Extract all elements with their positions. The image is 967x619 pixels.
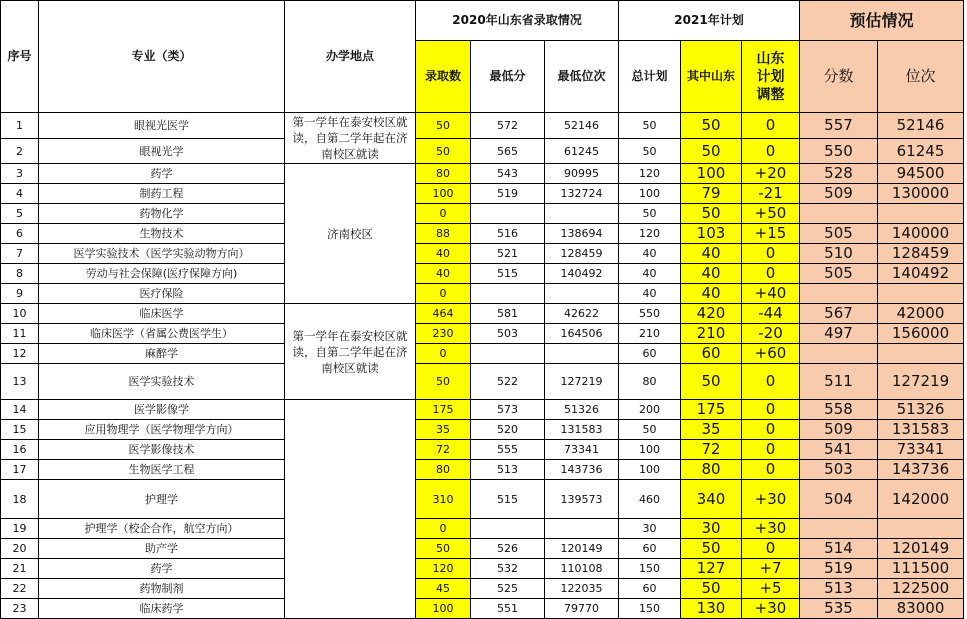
- header-est-rank: 位次: [878, 41, 964, 113]
- major-cell: 眼视光学: [39, 139, 285, 164]
- est-score-cell: 567: [800, 304, 878, 324]
- table-row: [1, 139, 964, 164]
- shandong-plan-cell: 50: [681, 113, 742, 139]
- table-row: [1, 113, 964, 139]
- admitted-cell: 0: [416, 284, 471, 304]
- admitted-cell: 50: [416, 364, 471, 400]
- shandong-plan-cell: 72: [681, 440, 742, 460]
- seq-cell: 8: [1, 264, 39, 284]
- min-rank-cell: 73341: [545, 440, 619, 460]
- shandong-plan-cell: 175: [681, 400, 742, 420]
- seq-cell: 15: [1, 420, 39, 440]
- shandong-plan-cell: 130: [681, 599, 742, 619]
- seq-cell: 23: [1, 599, 39, 619]
- seq-cell: 17: [1, 460, 39, 480]
- table-row: [1, 164, 964, 184]
- plan-adjust-cell: 0: [742, 460, 800, 480]
- shandong-plan-cell: 210: [681, 324, 742, 344]
- header-total-plan: 总计划: [619, 41, 681, 113]
- admitted-cell: 100: [416, 184, 471, 204]
- admitted-cell: 230: [416, 324, 471, 344]
- min-rank-cell: 120149: [545, 539, 619, 559]
- min-rank-cell: 90995: [545, 164, 619, 184]
- est-score-cell: 550: [800, 139, 878, 164]
- table-row: [1, 244, 964, 264]
- header-admitted: 录取数: [416, 41, 471, 113]
- location-cell: [285, 400, 416, 619]
- total-plan-cell: 50: [619, 204, 681, 224]
- plan-adjust-cell: 0: [742, 139, 800, 164]
- major-cell: 医学实验技术（医学实验动物方向）: [39, 244, 285, 264]
- major-cell: 临床医学: [39, 304, 285, 324]
- min-score-cell: 581: [471, 304, 545, 324]
- table-row: [1, 204, 964, 224]
- est-rank-cell: 140000: [878, 224, 964, 244]
- admitted-cell: 0: [416, 519, 471, 539]
- plan-adjust-cell: +30: [742, 599, 800, 619]
- total-plan-cell: 60: [619, 344, 681, 364]
- major-cell: 药学: [39, 164, 285, 184]
- est-score-cell: 505: [800, 224, 878, 244]
- admitted-cell: 0: [416, 204, 471, 224]
- plan-adjust-cell: 0: [742, 113, 800, 139]
- est-score-cell: 503: [800, 460, 878, 480]
- major-cell: 眼视光医学: [39, 113, 285, 139]
- min-score-cell: 516: [471, 224, 545, 244]
- admitted-cell: 45: [416, 579, 471, 599]
- header-est-score: 分数: [800, 41, 878, 113]
- shandong-plan-cell: 50: [681, 364, 742, 400]
- major-cell: 生物医学工程: [39, 460, 285, 480]
- min-rank-cell: 131583: [545, 420, 619, 440]
- seq-cell: 2: [1, 139, 39, 164]
- min-score-cell: [471, 344, 545, 364]
- total-plan-cell: 100: [619, 460, 681, 480]
- table-row: [1, 599, 964, 619]
- min-rank-cell: 132724: [545, 184, 619, 204]
- min-score-cell: 551: [471, 599, 545, 619]
- table-row: [1, 559, 964, 579]
- est-score-cell: [800, 344, 878, 364]
- plan-adjust-cell: +5: [742, 579, 800, 599]
- min-rank-cell: 42622: [545, 304, 619, 324]
- total-plan-cell: 150: [619, 559, 681, 579]
- est-score-cell: 541: [800, 440, 878, 460]
- est-rank-cell: [878, 519, 964, 539]
- min-score-cell: [471, 519, 545, 539]
- table-row: [1, 400, 964, 420]
- admitted-cell: 80: [416, 164, 471, 184]
- min-score-cell: 521: [471, 244, 545, 264]
- seq-cell: 21: [1, 559, 39, 579]
- major-cell: 助产学: [39, 539, 285, 559]
- min-rank-cell: 110108: [545, 559, 619, 579]
- total-plan-cell: 80: [619, 364, 681, 400]
- min-score-cell: 573: [471, 400, 545, 420]
- header-group-2020: 2020年山东省录取情况: [416, 1, 619, 41]
- seq-cell: 19: [1, 519, 39, 539]
- plan-adjust-cell: +7: [742, 559, 800, 579]
- min-score-cell: 503: [471, 324, 545, 344]
- min-score-cell: 522: [471, 364, 545, 400]
- est-rank-cell: 122500: [878, 579, 964, 599]
- est-rank-cell: [878, 204, 964, 224]
- shandong-plan-cell: 79: [681, 184, 742, 204]
- admitted-cell: 72: [416, 440, 471, 460]
- est-score-cell: [800, 204, 878, 224]
- est-rank-cell: 130000: [878, 184, 964, 204]
- plan-adjust-cell: +40: [742, 284, 800, 304]
- plan-adjust-cell: +20: [742, 164, 800, 184]
- shandong-plan-cell: 103: [681, 224, 742, 244]
- major-cell: 生物技术: [39, 224, 285, 244]
- min-score-cell: 515: [471, 480, 545, 519]
- shandong-plan-cell: 40: [681, 264, 742, 284]
- plan-adjust-cell: -20: [742, 324, 800, 344]
- plan-adjust-cell: 0: [742, 264, 800, 284]
- shandong-plan-cell: 35: [681, 420, 742, 440]
- est-rank-cell: 120149: [878, 539, 964, 559]
- plan-adjust-cell: 0: [742, 400, 800, 420]
- est-score-cell: 510: [800, 244, 878, 264]
- min-score-cell: 572: [471, 113, 545, 139]
- admitted-cell: 464: [416, 304, 471, 324]
- est-rank-cell: 73341: [878, 440, 964, 460]
- est-rank-cell: 52146: [878, 113, 964, 139]
- plan-adjust-cell: +60: [742, 344, 800, 364]
- table-row: [1, 304, 964, 324]
- min-rank-cell: 139573: [545, 480, 619, 519]
- shandong-plan-cell: 50: [681, 579, 742, 599]
- est-rank-cell: 156000: [878, 324, 964, 344]
- shandong-plan-cell: 60: [681, 344, 742, 364]
- seq-cell: 22: [1, 579, 39, 599]
- plan-adjust-cell: +50: [742, 204, 800, 224]
- seq-cell: 18: [1, 480, 39, 519]
- min-rank-cell: 79770: [545, 599, 619, 619]
- major-cell: 临床药学: [39, 599, 285, 619]
- min-score-cell: 526: [471, 539, 545, 559]
- major-cell: 医学影像学: [39, 400, 285, 420]
- total-plan-cell: 100: [619, 440, 681, 460]
- shandong-plan-cell: 80: [681, 460, 742, 480]
- plan-adjust-cell: +30: [742, 480, 800, 519]
- location-cell: 第一学年在泰安校区就读，自第二学年起在济南校区就读: [285, 113, 416, 164]
- header-location: 办学地点: [285, 1, 416, 113]
- table-row: [1, 344, 964, 364]
- table-row: [1, 284, 964, 304]
- major-cell: 医学实验技术: [39, 364, 285, 400]
- total-plan-cell: 120: [619, 164, 681, 184]
- est-rank-cell: 143736: [878, 460, 964, 480]
- est-score-cell: 557: [800, 113, 878, 139]
- est-score-cell: 558: [800, 400, 878, 420]
- min-score-cell: 543: [471, 164, 545, 184]
- est-score-cell: 514: [800, 539, 878, 559]
- admitted-cell: 40: [416, 244, 471, 264]
- header-adjust: 山东计划调整: [742, 41, 800, 113]
- table-row: [1, 579, 964, 599]
- plan-adjust-cell: 0: [742, 539, 800, 559]
- major-cell: 药学: [39, 559, 285, 579]
- header-group-2021: 2021年计划: [619, 1, 800, 41]
- shandong-plan-cell: 50: [681, 539, 742, 559]
- table-row: [1, 440, 964, 460]
- location-cell: 第一学年在泰安校区就读，自第二学年起在济南校区就读: [285, 304, 416, 400]
- shandong-plan-cell: 50: [681, 204, 742, 224]
- est-score-cell: [800, 284, 878, 304]
- total-plan-cell: 210: [619, 324, 681, 344]
- min-rank-cell: 164506: [545, 324, 619, 344]
- est-rank-cell: 127219: [878, 364, 964, 400]
- plan-adjust-cell: 0: [742, 364, 800, 400]
- major-cell: 药物制剂: [39, 579, 285, 599]
- seq-cell: 1: [1, 113, 39, 139]
- plan-adjust-cell: 0: [742, 244, 800, 264]
- min-rank-cell: 52146: [545, 113, 619, 139]
- seq-cell: 5: [1, 204, 39, 224]
- est-rank-cell: 131583: [878, 420, 964, 440]
- total-plan-cell: 30: [619, 519, 681, 539]
- est-score-cell: 513: [800, 579, 878, 599]
- total-plan-cell: 60: [619, 539, 681, 559]
- total-plan-cell: 50: [619, 113, 681, 139]
- min-rank-cell: 61245: [545, 139, 619, 164]
- min-rank-cell: 127219: [545, 364, 619, 400]
- est-score-cell: 519: [800, 559, 878, 579]
- seq-cell: 14: [1, 400, 39, 420]
- table-row: [1, 519, 964, 539]
- seq-cell: 6: [1, 224, 39, 244]
- shandong-plan-cell: 420: [681, 304, 742, 324]
- est-rank-cell: 42000: [878, 304, 964, 324]
- shandong-plan-cell: 40: [681, 244, 742, 264]
- total-plan-cell: 60: [619, 579, 681, 599]
- table-row: [1, 264, 964, 284]
- est-score-cell: 535: [800, 599, 878, 619]
- seq-cell: 11: [1, 324, 39, 344]
- seq-cell: 3: [1, 164, 39, 184]
- plan-adjust-cell: 0: [742, 420, 800, 440]
- min-rank-cell: 51326: [545, 400, 619, 420]
- total-plan-cell: 40: [619, 244, 681, 264]
- table-row: [1, 324, 964, 344]
- total-plan-cell: 40: [619, 284, 681, 304]
- header-major: 专业（类）: [39, 1, 285, 113]
- header-min-rank: 最低位次: [545, 41, 619, 113]
- seq-cell: 13: [1, 364, 39, 400]
- est-score-cell: 497: [800, 324, 878, 344]
- plan-adjust-cell: +30: [742, 519, 800, 539]
- min-rank-cell: [545, 204, 619, 224]
- major-cell: 制药工程: [39, 184, 285, 204]
- header-group-estimate: 预估情况: [800, 1, 964, 41]
- admitted-cell: 80: [416, 460, 471, 480]
- min-rank-cell: 143736: [545, 460, 619, 480]
- total-plan-cell: 50: [619, 139, 681, 164]
- admitted-cell: 120: [416, 559, 471, 579]
- admitted-cell: 310: [416, 480, 471, 519]
- plan-adjust-cell: -44: [742, 304, 800, 324]
- shandong-plan-cell: 340: [681, 480, 742, 519]
- est-score-cell: [800, 519, 878, 539]
- min-score-cell: [471, 204, 545, 224]
- min-score-cell: 520: [471, 420, 545, 440]
- major-cell: 护理学: [39, 480, 285, 519]
- est-rank-cell: [878, 344, 964, 364]
- header-min-score: 最低分: [471, 41, 545, 113]
- total-plan-cell: 150: [619, 599, 681, 619]
- est-score-cell: 505: [800, 264, 878, 284]
- table-row: [1, 184, 964, 204]
- admitted-cell: 40: [416, 264, 471, 284]
- seq-cell: 10: [1, 304, 39, 324]
- seq-cell: 7: [1, 244, 39, 264]
- min-score-cell: 519: [471, 184, 545, 204]
- min-rank-cell: [545, 284, 619, 304]
- total-plan-cell: 200: [619, 400, 681, 420]
- major-cell: 护理学（校企合作，航空方向）: [39, 519, 285, 539]
- min-rank-cell: [545, 344, 619, 364]
- admitted-cell: 50: [416, 539, 471, 559]
- major-cell: 应用物理学（医学物理学方向）: [39, 420, 285, 440]
- min-rank-cell: [545, 519, 619, 539]
- major-cell: 药物化学: [39, 204, 285, 224]
- seq-cell: 9: [1, 284, 39, 304]
- seq-cell: 20: [1, 539, 39, 559]
- total-plan-cell: 120: [619, 224, 681, 244]
- shandong-plan-cell: 127: [681, 559, 742, 579]
- major-cell: 临床医学（省属公费医学生）: [39, 324, 285, 344]
- est-score-cell: 504: [800, 480, 878, 519]
- seq-cell: 12: [1, 344, 39, 364]
- est-rank-cell: 61245: [878, 139, 964, 164]
- admitted-cell: 0: [416, 344, 471, 364]
- major-cell: 医疗保险: [39, 284, 285, 304]
- est-score-cell: 509: [800, 184, 878, 204]
- est-rank-cell: 140492: [878, 264, 964, 284]
- table-row: [1, 480, 964, 519]
- est-rank-cell: [878, 284, 964, 304]
- major-cell: 劳动与社会保障(医疗保障方向): [39, 264, 285, 284]
- seq-cell: 4: [1, 184, 39, 204]
- est-rank-cell: 51326: [878, 400, 964, 420]
- admitted-cell: 175: [416, 400, 471, 420]
- admitted-cell: 50: [416, 139, 471, 164]
- est-rank-cell: 83000: [878, 599, 964, 619]
- min-score-cell: 565: [471, 139, 545, 164]
- table-row: [1, 364, 964, 400]
- table-row: [1, 224, 964, 244]
- plan-adjust-cell: -21: [742, 184, 800, 204]
- total-plan-cell: 460: [619, 480, 681, 519]
- est-rank-cell: 128459: [878, 244, 964, 264]
- est-score-cell: 528: [800, 164, 878, 184]
- est-rank-cell: 111500: [878, 559, 964, 579]
- location-cell: 济南校区: [285, 164, 416, 304]
- total-plan-cell: 50: [619, 420, 681, 440]
- table-row: [1, 460, 964, 480]
- admitted-cell: 35: [416, 420, 471, 440]
- min-score-cell: 515: [471, 264, 545, 284]
- header-shandong: 其中山东: [681, 41, 742, 113]
- min-rank-cell: 140492: [545, 264, 619, 284]
- min-rank-cell: 122035: [545, 579, 619, 599]
- total-plan-cell: 40: [619, 264, 681, 284]
- total-plan-cell: 550: [619, 304, 681, 324]
- table-row: [1, 539, 964, 559]
- est-score-cell: 511: [800, 364, 878, 400]
- shandong-plan-cell: 40: [681, 284, 742, 304]
- total-plan-cell: 100: [619, 184, 681, 204]
- header-seq: 序号: [1, 1, 39, 113]
- min-score-cell: [471, 284, 545, 304]
- admitted-cell: 50: [416, 113, 471, 139]
- major-cell: 医学影像技术: [39, 440, 285, 460]
- major-cell: 麻醉学: [39, 344, 285, 364]
- est-rank-cell: 142000: [878, 480, 964, 519]
- min-score-cell: 555: [471, 440, 545, 460]
- shandong-plan-cell: 100: [681, 164, 742, 184]
- admitted-cell: 100: [416, 599, 471, 619]
- shandong-plan-cell: 30: [681, 519, 742, 539]
- plan-adjust-cell: 0: [742, 440, 800, 460]
- admitted-cell: 88: [416, 224, 471, 244]
- min-score-cell: 525: [471, 579, 545, 599]
- shandong-plan-cell: 50: [681, 139, 742, 164]
- est-rank-cell: 94500: [878, 164, 964, 184]
- min-score-cell: 513: [471, 460, 545, 480]
- est-score-cell: 509: [800, 420, 878, 440]
- table-row: [1, 420, 964, 440]
- min-rank-cell: 138694: [545, 224, 619, 244]
- min-score-cell: 532: [471, 559, 545, 579]
- min-rank-cell: 128459: [545, 244, 619, 264]
- seq-cell: 16: [1, 440, 39, 460]
- plan-adjust-cell: +15: [742, 224, 800, 244]
